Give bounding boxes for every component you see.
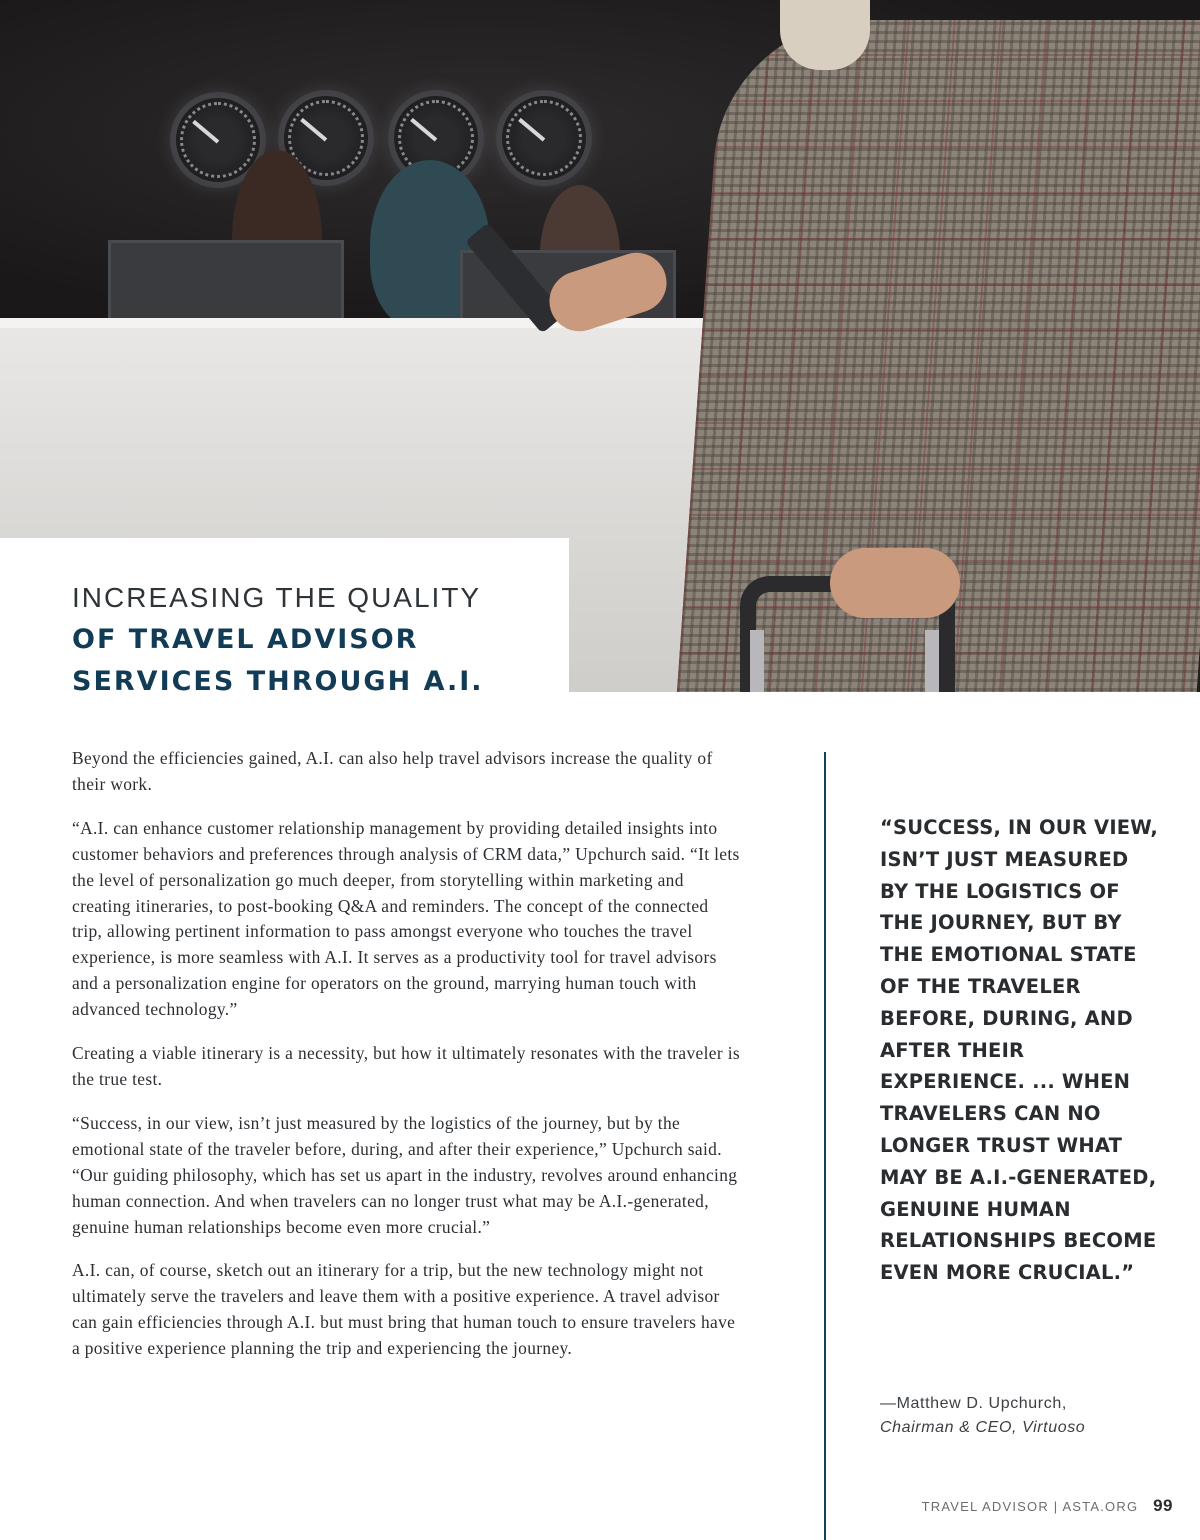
pull-quote: “SUCCESS, IN OUR VIEW, ISN’T JUST MEASURED BY THE LOGISTICS OF THE JOURNEY, BUT BY THE EMOTIONAL STATE OF THE TRAVELER BEFORE, DURING, AND AFTER THEIR EXPERIENCE. ... WHEN TRAVELERS CAN NO LONGER TRUST WHAT MAY BE A.I.-GENERATED, GENUINE HUMAN RELATIONSHIPS BECOME EVEN MORE CRUCIAL.” bbox=[880, 816, 1159, 1285]
luggage-pole bbox=[925, 630, 939, 692]
body-paragraph: Creating a viable itinerary is a necessity, but how it ultimately resonates with the traveler is the true test. bbox=[72, 1043, 741, 1089]
reception-desk-top bbox=[0, 318, 780, 328]
body-paragraph: “A.I. can enhance customer relationship management by providing detailed insights into customer behaviors and preferences through analysis of CRM data,” Upchurch said. “It lets the level of personalization go much deeper, from storytelling within marketing and creating itineraries, to post-booking Q&A and reminders. The concept of the connected trip, allowing pertinent information to pass amongst everyone who touches the travel experience, is more seamless with A.I. It serves as a productivity tool for travel advisors and a personalization engine for operators on the ground, marrying human touch with advanced technology.” bbox=[72, 817, 740, 1020]
hand-on-luggage bbox=[830, 548, 960, 618]
body-paragraph: Beyond the efficiencies gained, A.I. can also help travel advisors increase the quality of their work. bbox=[72, 748, 713, 794]
attribution-role: Chairman & CEO, Virtuoso bbox=[880, 1419, 1086, 1436]
publication-name: TRAVEL ADVISOR | ASTA.ORG bbox=[921, 1499, 1139, 1514]
quote-attribution bbox=[880, 1392, 1170, 1440]
page-number: 99 bbox=[1153, 1496, 1173, 1515]
attribution-name: —Matthew D. Upchurch, bbox=[880, 1395, 1067, 1412]
headline-line-3: SERVICES THROUGH A.I. bbox=[72, 666, 484, 697]
headline-line-2: OF TRAVEL ADVISOR bbox=[72, 624, 419, 655]
wall-clock-icon bbox=[496, 90, 592, 186]
body-paragraph: A.I. can, of course, sketch out an itinerary for a trip, but the new technology might not ultimately serve the travelers and leave them with a positive experience. A travel advisor can gain efficiencies through A.I. but must bring that human touch to ensure travelers have a positive experience planning the trip and experiencing the journey. bbox=[72, 1260, 736, 1359]
body-paragraph: “Success, in our view, isn’t just measured by the logistics of the journey, but by the emotional state of the traveler before, during, and after their experience,” Upchurch said. “Our guiding philosophy, which has set us apart in the industry, revolves around enhancing human connection. And when travelers can no longer trust what may be A.I.-generated, genuine human relationships become even more crucial.” bbox=[72, 1112, 738, 1237]
traveler-hair bbox=[780, 0, 870, 70]
sidebar-divider bbox=[824, 752, 826, 1540]
page-footer bbox=[922, 1496, 1173, 1516]
luggage-pole bbox=[750, 630, 764, 692]
desk-monitor bbox=[108, 240, 344, 328]
article-body bbox=[72, 746, 740, 1380]
headline-line-1: INCREASING THE QUALITY bbox=[72, 582, 482, 613]
